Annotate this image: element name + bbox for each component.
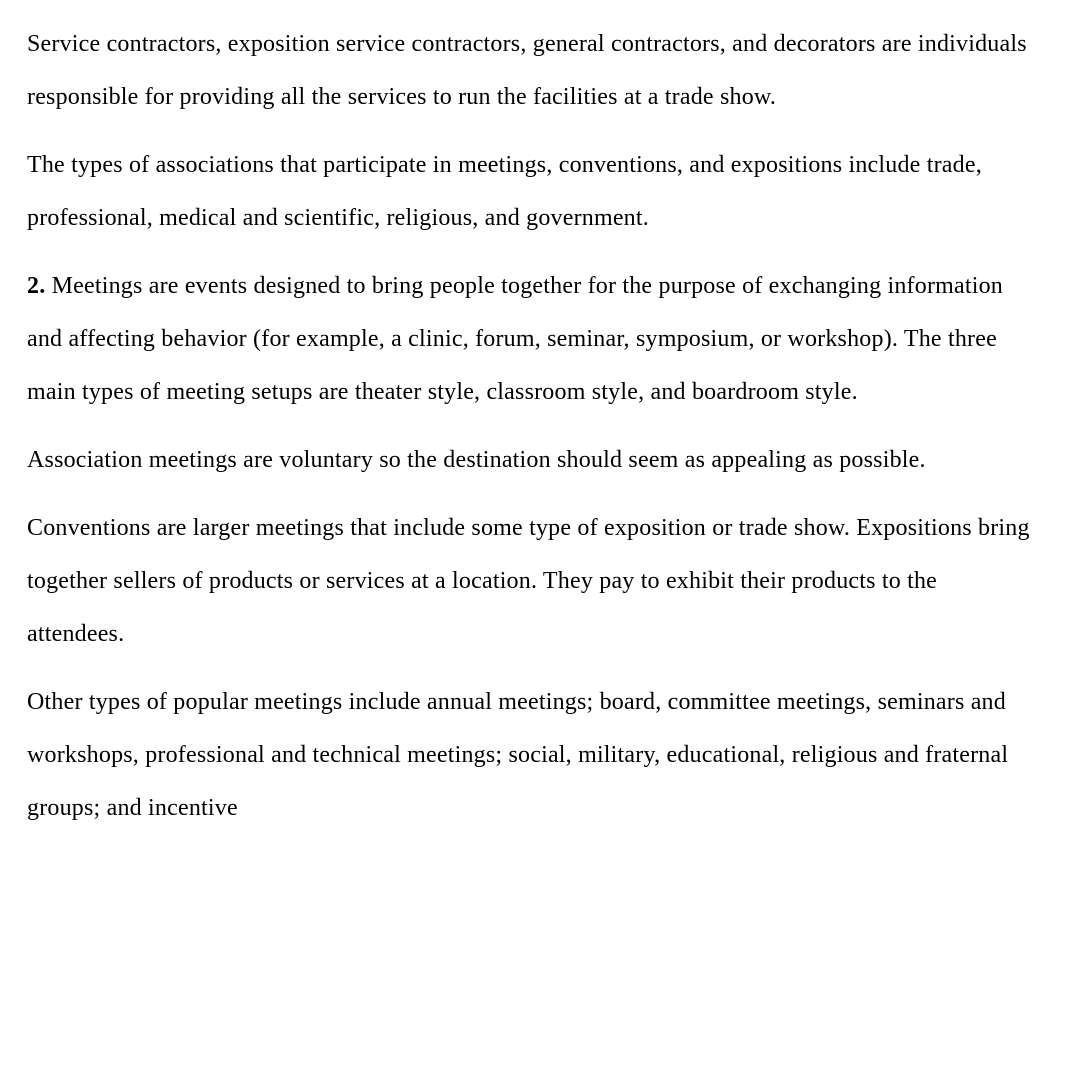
- paragraph: [27, 139, 1034, 245]
- list-number: 2.: [27, 273, 46, 299]
- paragraph: [27, 18, 1034, 124]
- paragraph: [27, 502, 1034, 661]
- paragraph-text: Other types of popular meetings include annual meetings; board, committee meetings, seminars and workshops, professional and technical meetings; social, military, educational, religious and fraternal groups; and incentive: [27, 689, 1009, 821]
- paragraph-text: Service contractors, exposition service contractors, general contractors, and decorators are individuals responsible for providing all the services to run the facilities at a trade show.: [27, 31, 1027, 110]
- paragraph: [27, 260, 1034, 419]
- paragraph-text: The types of associations that participate in meetings, conventions, and expositions include trade, professional, medical and scientific, religious, and government.: [27, 152, 982, 231]
- paragraph: [27, 434, 1034, 487]
- paragraph-text: Meetings are events designed to bring people together for the purpose of exchanging information and affecting behavior (for example, a clinic, forum, seminar, symposium, or workshop). The three main types of meeting setups are theater style, classroom style, and boardroom style.: [27, 273, 1003, 405]
- paragraph-text: Association meetings are voluntary so the destination should seem as appealing as possible.: [27, 447, 926, 473]
- paragraph: [27, 676, 1034, 835]
- paragraph-text: Conventions are larger meetings that include some type of exposition or trade show. Expositions bring together sellers of products or services at a location. They pay to exhibit their products to the attendees.: [27, 515, 1030, 647]
